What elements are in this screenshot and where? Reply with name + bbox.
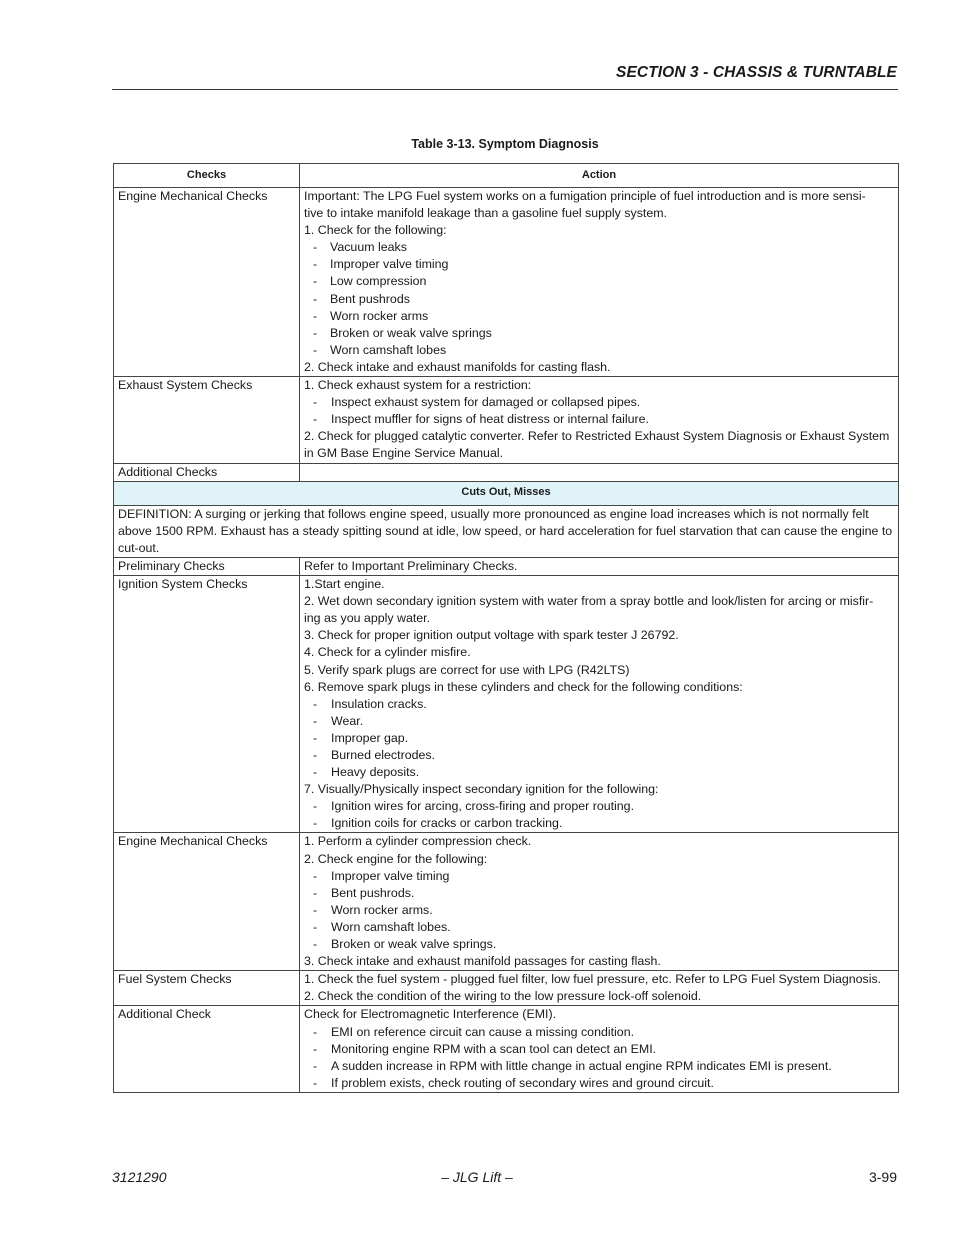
action-bullet: - Bent pushrods <box>304 291 894 308</box>
action-bullet: - Ignition coils for cracks or carbon tracking. <box>304 815 894 832</box>
action-line: 1. Perform a cylinder compression check. <box>304 834 532 849</box>
action-bullet: - Broken or weak valve springs <box>304 325 894 342</box>
table-row <box>114 833 899 971</box>
action-cell <box>300 557 899 575</box>
check-cell: Exhaust System Checks <box>114 377 300 463</box>
definition-line: DEFINITION: A surging or jerking that follows engine speed, usually more pronounced as engine load increases which is not normally felt <box>118 506 869 521</box>
action-bullet: - If problem exists, check routing of secondary wires and ground circuit. <box>304 1075 894 1092</box>
column-header-checks: Checks <box>114 164 300 188</box>
check-cell: Engine Mechanical Checks <box>114 188 300 377</box>
action-line: 3. Check intake and exhaust manifold passages for casting flash. <box>304 954 661 969</box>
action-line: tive to intake manifold leakage than a gasoline fuel supply system. <box>304 206 667 221</box>
action-line: in GM Base Engine Service Manual. <box>304 446 504 461</box>
section-title: SECTION 3 - CHASSIS & TURNTABLE <box>616 64 897 81</box>
action-bullet: - Worn camshaft lobes <box>304 342 894 359</box>
action-line: Refer to Important Preliminary Checks. <box>304 558 518 573</box>
table-body-section1 <box>114 188 899 482</box>
action-bullet: - Bent pushrods. <box>304 885 894 902</box>
column-header-action: Action <box>300 164 899 188</box>
action-bullet: - A sudden increase in RPM with little change in actual engine RPM indicates EMI is present. <box>304 1058 894 1075</box>
footer-doc-number: 3121290 <box>112 1169 167 1185</box>
table-row <box>114 377 899 463</box>
check-cell: Fuel System Checks <box>114 971 300 1006</box>
action-line: 1. Check exhaust system for a restriction: <box>304 378 532 393</box>
action-bullet: - Improper valve timing <box>304 256 894 273</box>
table-body-section2 <box>114 557 899 1092</box>
action-line: 4. Check for a cylinder misfire. <box>304 645 471 660</box>
action-line: 2. Check engine for the following: <box>304 851 488 866</box>
section-heading-cuts-out: Cuts Out, Misses <box>114 481 899 505</box>
action-bullet: - Wear. <box>304 713 894 730</box>
table-header-row <box>114 164 899 188</box>
check-cell: Engine Mechanical Checks <box>114 833 300 971</box>
action-line: 2. Wet down secondary ignition system with water from a spray bottle and look/listen for arcing or misfir- <box>304 594 874 609</box>
symptom-diagnosis-table <box>113 163 899 1093</box>
footer-page-number: 3-99 <box>868 1169 897 1185</box>
action-line: ing as you apply water. <box>304 611 431 626</box>
table-caption: Table 3-13. Symptom Diagnosis <box>411 137 599 151</box>
action-bullet: - Worn camshaft lobes. <box>304 919 894 936</box>
action-line: Important: The LPG Fuel system works on a fumigation principle of fuel introduction and is more sensi- <box>304 189 866 203</box>
action-bullet: - Improper gap. <box>304 730 894 747</box>
action-line: 2. Check the condition of the wiring to the low pressure lock-off solenoid. <box>304 989 702 1004</box>
action-bullet: - Monitoring engine RPM with a scan tool can detect an EMI. <box>304 1041 894 1058</box>
action-line: 1. Check the fuel system - plugged fuel filter, low fuel pressure, etc. Refer to LPG Fuel System Diagnosis. <box>304 972 882 987</box>
action-bullet: - Heavy deposits. <box>304 764 894 781</box>
table-body-section2-heading <box>114 481 899 557</box>
action-cell <box>300 1006 899 1092</box>
action-cell <box>300 576 899 833</box>
check-cell: Additional Check <box>114 1006 300 1092</box>
definition-cell <box>114 505 899 557</box>
action-bullet: - Inspect exhaust system for damaged or collapsed pipes. <box>304 394 894 411</box>
action-line: 1.Start engine. <box>304 577 385 592</box>
action-bullet: - Worn rocker arms. <box>304 902 894 919</box>
check-cell: Ignition System Checks <box>114 576 300 833</box>
action-cell <box>300 971 899 1006</box>
action-bullet: - Inspect muffler for signs of heat distress or internal failure. <box>304 411 894 428</box>
action-bullet: - Vacuum leaks <box>304 239 894 256</box>
table-row <box>114 557 899 575</box>
action-line: 7. Visually/Physically inspect secondary ignition for the following: <box>304 782 659 797</box>
action-bullet: - Low compression <box>304 273 894 290</box>
action-bullet: - EMI on reference circuit can cause a missing condition. <box>304 1024 894 1041</box>
check-cell: Additional Checks <box>114 463 300 481</box>
action-cell <box>300 833 899 971</box>
table-row <box>114 1006 899 1092</box>
action-cell <box>300 188 899 377</box>
action-bullet: - Ignition wires for arcing, cross-firing and proper routing. <box>304 798 894 815</box>
definition-line: above 1500 RPM. Exhaust has a steady spitting sound at idle, low speed, or hard acceleration for fuel starvation that can cause the engine to <box>118 523 893 538</box>
table-row <box>114 576 899 833</box>
action-bullet: - Broken or weak valve springs. <box>304 936 894 953</box>
action-bullet: - Insulation cracks. <box>304 696 894 713</box>
action-line: 6. Remove spark plugs in these cylinders and check for the following conditions: <box>304 679 743 694</box>
table-row <box>114 463 899 481</box>
action-bullet: - Worn rocker arms <box>304 308 894 325</box>
footer-brand: – JLG Lift – <box>441 1169 513 1185</box>
section-heading-row <box>114 481 899 505</box>
action-line: Check for Electromagnetic Interference (EMI). <box>304 1007 557 1022</box>
table-row <box>114 188 899 377</box>
action-line: 1. Check for the following: <box>304 223 447 238</box>
table-row <box>114 971 899 1006</box>
check-cell: Preliminary Checks <box>114 557 300 575</box>
definition-row <box>114 505 899 557</box>
action-bullet: - Burned electrodes. <box>304 747 894 764</box>
action-line: 2. Check for plugged catalytic converter. Refer to Restricted Exhaust System Diagnosis or Exhaust System <box>304 429 890 444</box>
action-cell <box>300 377 899 463</box>
header-divider <box>112 89 898 90</box>
action-cell <box>300 463 899 481</box>
definition-line: cut-out. <box>118 540 160 555</box>
action-line: 5. Verify spark plugs are correct for use with LPG (R42LTS) <box>304 662 630 677</box>
action-bullet: - Improper valve timing <box>304 868 894 885</box>
action-line: 2. Check intake and exhaust manifolds for casting flash. <box>304 359 611 374</box>
action-line: 3. Check for proper ignition output voltage with spark tester J 26792. <box>304 628 679 643</box>
